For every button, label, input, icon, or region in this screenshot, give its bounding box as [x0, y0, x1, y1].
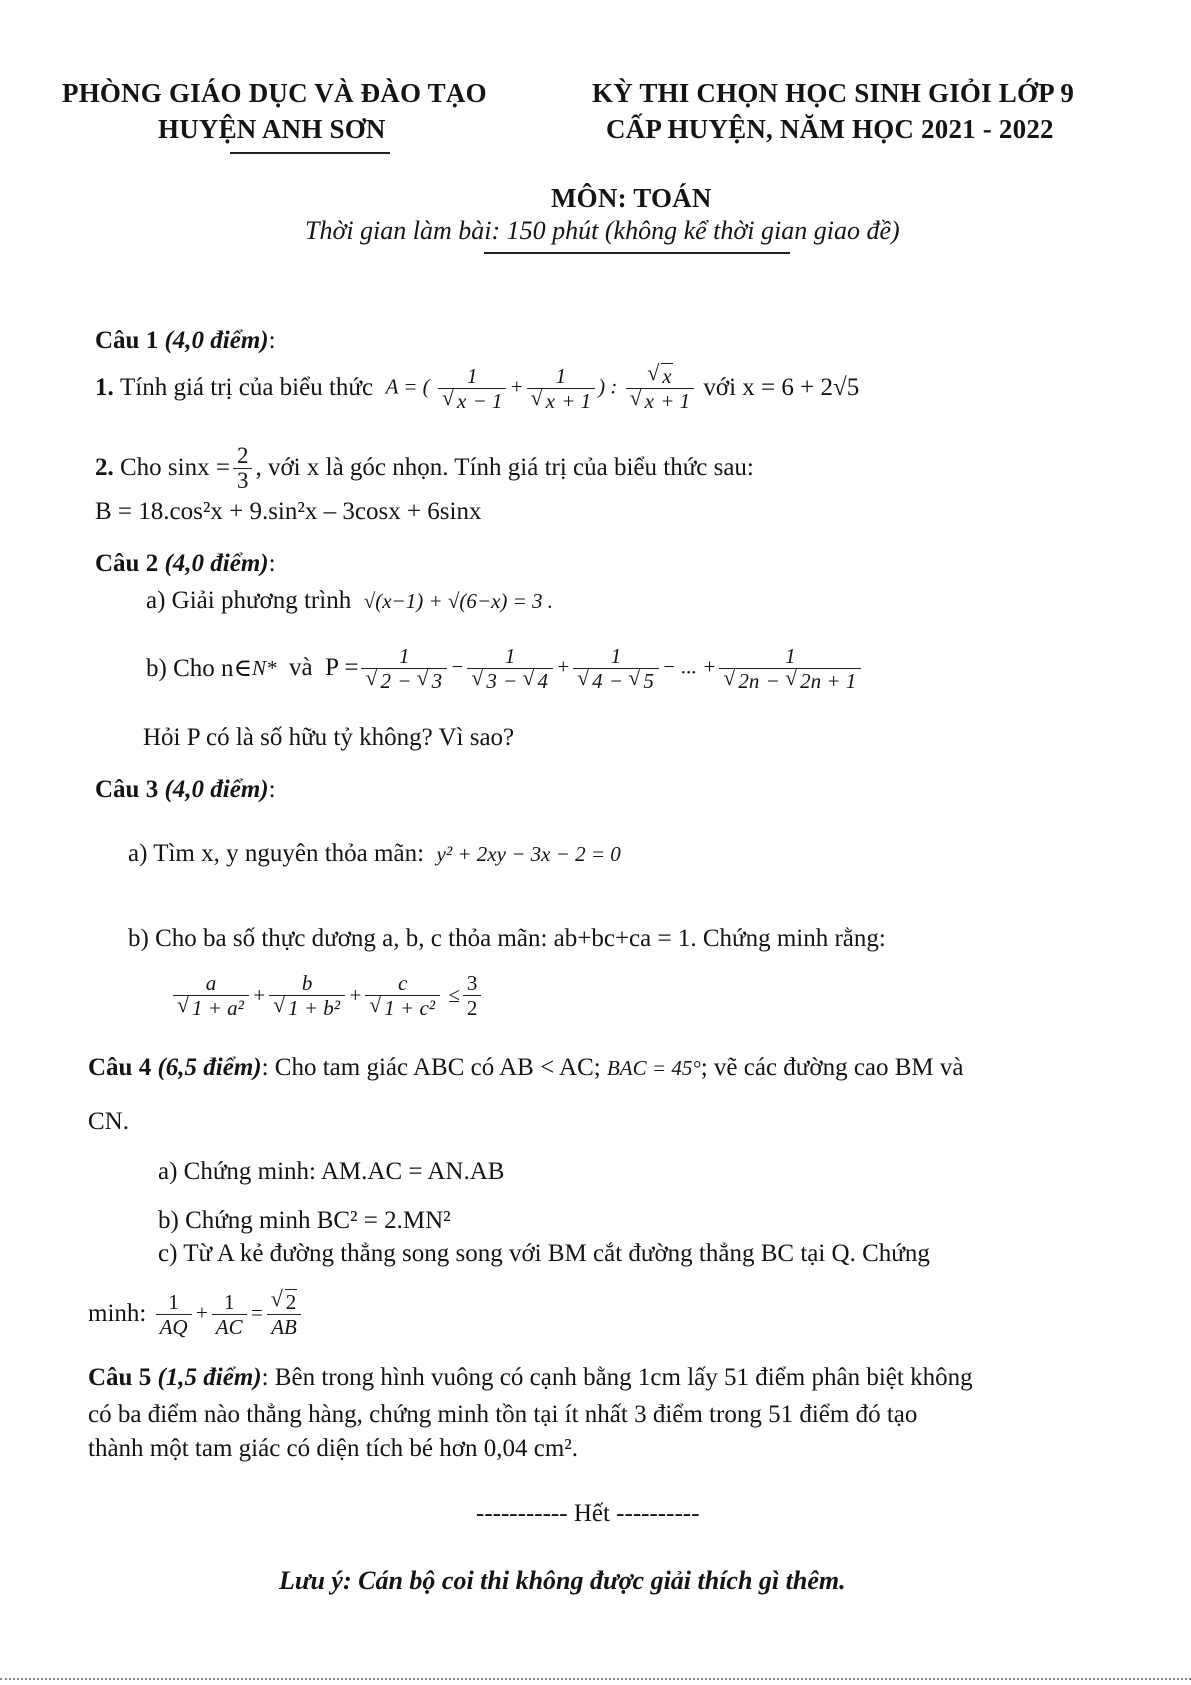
q4-c-equation: $\frac{1}{AQ}$ + $\frac{1}{AC}$ = √ $\frac{2}{AB}$	[153, 1290, 305, 1339]
q2-part-a	[146, 587, 553, 615]
q5-text-1: : Bên trong hình vuông có cạnh bằng 1cm lấy 51 điểm phân biệt không	[261, 1364, 973, 1391]
q3-heading: Câu 3 (4,0 điểm):	[95, 776, 276, 803]
q4-part-a: a) Chứng minh: AM.AC = AN.AB	[158, 1158, 505, 1185]
q2-heading: Câu 2 (4,0 điểm):	[95, 550, 276, 577]
subject-title: MÔN: TOÁN	[551, 183, 712, 213]
q2-b-lhs: P =	[325, 654, 359, 681]
q4-c-minh: minh:	[88, 1300, 147, 1327]
q1-part2	[95, 440, 754, 496]
q5-line2: có ba điểm nào thẳng hàng, chứng minh tồn tại ít nhất 3 điểm trong 51 điểm đó tạo	[88, 1401, 918, 1428]
q2-part-b	[146, 636, 864, 700]
q1-title: Câu 1	[95, 327, 159, 354]
q2-a-text: a) Giải phương trình	[146, 587, 352, 614]
q3-part-b: b) Cho ba số thực dương a, b, c thỏa mãn: ab+bc+ca = 1. Chứng minh rằng:	[128, 925, 886, 952]
q3-part-a	[128, 840, 621, 868]
q1-part1	[95, 358, 859, 418]
q1-p1-text: Tính giá trị của biểu thức	[120, 374, 374, 401]
q2-b-pre: b) Cho n∈	[146, 655, 253, 682]
q2-points: (4,0 điểm)	[164, 550, 269, 577]
q3-inequality: a √ 1 + a² + b √ 1 + b² + c √ 1 + c² ≤ $\frac{3}{2}$	[170, 965, 484, 1025]
header-underline-left	[230, 152, 390, 154]
q2-b-set: N*	[252, 655, 277, 680]
q4-part-c: c) Từ A kẻ đường thẳng song song với BM cắt đường thẳng BC tại Q. Chứng	[158, 1240, 930, 1267]
q5-title: Câu 5	[88, 1364, 152, 1391]
time-allowed: Thời gian làm bài: 150 phút (không kể thời gian giao đề)	[305, 216, 900, 245]
time-underline	[484, 252, 790, 254]
q4-points: (6,5 điểm)	[157, 1054, 262, 1081]
header-exam-title: KỲ THI CHỌN HỌC SINH GIỎI LỚP 9	[592, 78, 1075, 108]
q4-title: Câu 4	[88, 1054, 152, 1081]
q4-heading	[88, 1054, 964, 1082]
proctor-note: Lưu ý: Cán bộ coi thi không được giải thích gì thêm.	[279, 1566, 846, 1595]
q4-intro-end: ; vẽ các đường cao BM và	[700, 1054, 964, 1081]
q1-sin-fraction: $\frac{2}{3}$	[233, 444, 253, 493]
q2-title: Câu 2	[95, 550, 159, 577]
q2-a-equation: √(x−1) + √(6−x) = 3 .	[363, 589, 554, 613]
q5-line3: thành một tam giác có diện tích bé hơn 0,04 cm².	[88, 1435, 579, 1462]
q3-points: (4,0 điểm)	[164, 776, 269, 803]
q5-line1	[88, 1364, 973, 1392]
q1-expression-a: A = ( 1 √ x − 1 + 1 √ x + 1 ) : √ x √ x + 1	[386, 364, 698, 413]
q4-intro: : Cho tam giác ABC có AB < AC;	[261, 1054, 601, 1081]
end-mark: ----------- Hết ----------	[476, 1500, 700, 1527]
q1-p2-label: 2.	[95, 454, 114, 481]
q2-b-and: và	[289, 654, 313, 681]
q5-points: (1,5 điểm)	[157, 1364, 262, 1391]
q1-p2-post: , với x là góc nhọn. Tính giá trị của biểu thức sau:	[255, 454, 754, 481]
q1-points: (4,0 điểm)	[164, 327, 269, 354]
bottom-edge-line	[0, 1678, 1191, 1680]
q1-p2-pre: Cho sinx =	[120, 454, 230, 481]
header-district: HUYỆN ANH SƠN	[158, 114, 386, 144]
q4-intro-cont: CN.	[88, 1108, 129, 1135]
q4-angle: BAC = 45°	[606, 1056, 701, 1080]
q1-p1-label: 1.	[95, 374, 114, 401]
header-exam-level: CẤP HUYỆN, NĂM HỌC 2021 - 2022	[606, 114, 1054, 144]
q3-title: Câu 3	[95, 776, 159, 803]
q3-a-equation: y² + 2xy − 3x − 2 = 0	[436, 842, 621, 866]
q3-a-text: a) Tìm x, y nguyên thỏa mãn:	[128, 840, 425, 867]
q4-part-b: b) Chứng minh BC² = 2.MN²	[158, 1207, 451, 1234]
q1-with: với	[703, 374, 737, 401]
q1-heading: Câu 1 (4,0 điểm):	[95, 327, 276, 354]
header-department: PHÒNG GIÁO DỤC VÀ ĐÀO TẠO	[62, 78, 487, 108]
q1-expression-b: B = 18.cos²x + 9.sin²x – 3cosx + 6sinx	[95, 498, 482, 525]
q2-b-sum: 1 √ 2 − √ 3 − 1 √ 3 − √ 4 + 1 √ 4 − √ 5 − ... + 1 √ 2n − √ 2n + 1	[358, 644, 864, 693]
q4-part-c-cont	[88, 1284, 304, 1344]
q1-x-value: x = 6 + 2√5	[742, 374, 860, 401]
q2-b-question: Hỏi P có là số hữu tỷ không? Vì sao?	[143, 724, 515, 751]
